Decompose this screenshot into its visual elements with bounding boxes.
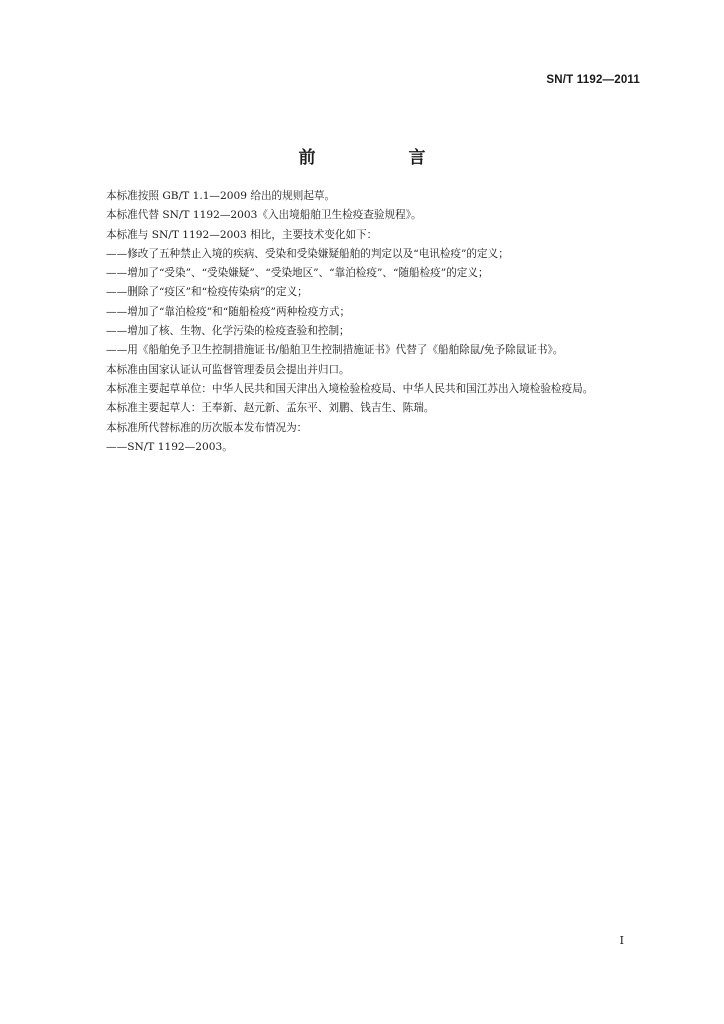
page-title: 前 言 xyxy=(298,148,464,168)
list-item: ——增加了核、生物、化学污染的检疫查验和控制； xyxy=(106,325,350,338)
paragraph: 本标准与 SN/T 1192—2003 相比，主要技术变化如下： xyxy=(106,228,378,241)
list-item: ——SN/T 1192—2003。 xyxy=(106,440,233,453)
paragraph: 本标准代替 SN/T 1192—2003《入出境船舶卫生检疫查验规程》。 xyxy=(106,209,422,222)
list-item: ——增加了“靠泊检疫”和“随船检疫”两种检疫方式； xyxy=(106,305,351,318)
paragraph: 本标准所代替标准的历次版本发布情况为： xyxy=(106,421,308,434)
body-text xyxy=(84,187,644,457)
paragraph: 本标准按照 GB/T 1.1—2009 给出的规则起草。 xyxy=(106,190,336,202)
paragraph: 本标准主要起草单位：中华人民共和国天津出入境检验检疫局、中华人民共和国江苏出入境检验检疫局。 xyxy=(106,382,594,395)
standard-code: SN/T 1192—2011 xyxy=(546,74,640,86)
list-item: ——删除了“疫区”和“检疫传染病”的定义； xyxy=(106,286,308,299)
list-item: ——用《船舶免予卫生控制措施证书/船舶卫生控制措施证书》代替了《船舶除鼠/免予除鼠证书》。 xyxy=(106,344,564,357)
list-item: ——修改了五种禁止入境的疾病、受染和受染嫌疑船舶的判定以及“电讯检疫”的定义； xyxy=(106,247,509,260)
paragraph: 本标准由国家认证认可监督管理委员会提出并归口。 xyxy=(106,363,350,376)
page-number: I xyxy=(619,934,624,947)
paragraph: 本标准主要起草人：王奉新、赵元新、孟东平、刘鹏、钱吉生、陈瑞。 xyxy=(106,402,435,415)
list-item: ——增加了“受染”、“受染嫌疑”、“受染地区”、“靠泊检疫”、“随船检疫”的定义； xyxy=(106,267,489,280)
